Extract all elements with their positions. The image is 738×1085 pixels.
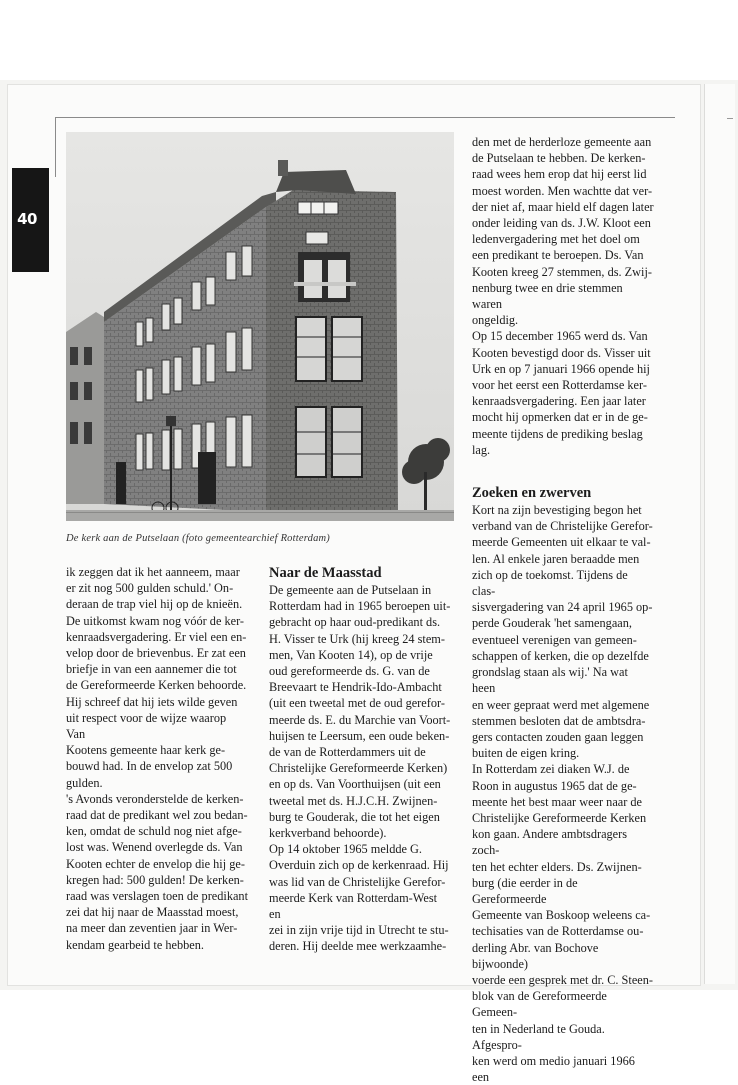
section-heading-zoeken-en-zwerven: Zoeken en zwerven <box>472 485 592 502</box>
church-photo <box>66 132 454 521</box>
text-column-right <box>472 134 654 1085</box>
church-building-photo-icon <box>66 132 454 521</box>
header-rule-vertical <box>55 117 56 177</box>
column-right-body-top: den met de herderloze gemeente aan de Putselaan te hebben. De kerken- raad wees hem erop dat hij eerst lid moest worden. Men wachtte dat ver- der niet af, maar hield elf dagen later onder leiding van ds. J.W. Kloot een ledenvergadering met het doel om een predikant te beroepen. Ds. Van Kooten kreeg 27 stemmen, ds. Zwij- nenburg twee en drie stemmen waren ongeldig. Op 15 december 1965 werd ds. Van Kooten bevestigd door ds. Visser uit Urk en op 7 januari 1966 opende hij voor het eerst een Rotterdamse ker- kenraadsvergadering. Een jaar later mocht hij opmerken dat er in de ge- meente tijdens de prediking beslag lag. <box>472 135 654 457</box>
text-column-left <box>66 564 248 953</box>
photo-caption: De kerk aan de Putselaan (foto gemeentearchief Rotterdam) <box>66 533 330 544</box>
page-number: 40 <box>17 210 37 228</box>
column-right-body-bottom: Kort na zijn bevestiging begon het verband van de Christelijke Gerefor- meerde Gemeenten uit elkaar te val- len. Al enkele jaren beraadde men zich op de toekomst. Tijdens de clas- sisvergadering van 24 april 1965 op- perde Gouderak 'het samengaan, eventueel verenigen van gemeen- schappen of kerken, die op dezelfde grondslag staan als wij.' Na wat heen en weer gepraat werd met algemene stemmen besloten dat de ambtsdra- gers contacten zouden gaan leggen buiten de eigen kring. In Rotterdam zei diaken W.J. de Roon in augustus 1965 dat de ge- meente het best maar weer naar de Christelijke Gereformeerde Kerken kon gaan. Andere ambtsdragers zoch- ten het echter elders. Ds. Zwijnen- burg (die eerder in de Gereformeerde Gemeente van Boskoop weleens ca- techisaties van de Rotterdamse ou- derling Abr. van Bochove bijwoonde) voerde een gesprek met dr. C. Steen- blok van de Gereformeerde Gemeen- ten in Nederland te Gouda. Afgespro- ken werd om medio januari 1966 een <box>472 503 653 1085</box>
page-number-tab <box>12 168 49 272</box>
column-left-body: ik zeggen dat ik het aanneem, maar er zit nog 500 gulden schuld.' On- deraan de trap viel hij op de knieën. De uitkomst kwam nog vóór de ker- kenraadsvergadering. Er viel een en- velop door de brievenbus. Er zat een briefje in van een aannemer die tot de Gereformeerde Kerken behoorde. Hij schreef dat hij iets wilde geven uit respect voor de wijze waarop Van Kootens gemeente haar kerk ge- bouwd had. In de envelop zat 500 gulden. 's Avonds veronderstelde de kerken- raad dat de predikant wel zou bedan- ken, omdat de schuld nog niet afge- lost was. Wenend overlegde ds. Van Kooten echter de envelop die hij ge- kregen had: 500 gulden! De kerken- raad was verslagen toen de predikant zei dat hij naar de Maasstad moest, na meer dan zeventien jaar in Wer- kendam gearbeid te hebben. <box>66 565 248 952</box>
adjacent-page-edge <box>704 84 735 984</box>
text-column-middle <box>269 564 451 955</box>
section-heading-naar-de-maasstad: Naar de Maasstad <box>269 565 382 581</box>
column-middle-body: De gemeente aan de Putselaan in Rotterdam had in 1965 beroepen uit- gebracht op haar oud-predikant ds. H. Visser te Urk (hij kreeg 24 stem- men, Van Kooten 14), op de vrije oud gereformeerde ds. G. van de Breevaart te Hendrik-Ido-Ambacht (uit een tweetal met de oud gerefor- meerde ds. E. du Marchie van Voort- huijsen te Leersum, een oude beken- de van de Rotterdammers uit de Christelijke Gereformeerde Kerken) en op ds. Van Voorthuijsen (uit een tweetal met ds. H.J.C.H. Zwijnen- burg te Gouderak, die tot het eigen kerkverband behoorde). Op 14 oktober 1965 meldde G. Overduin zich op de kerkenraad. Hij was lid van de Christelijke Gerefor- meerde Kerk van Rotterdam-West en zei in zijn vrije tijd in Utrecht te stu- deren. Hij deelde mee werkzaamhe- <box>269 583 451 954</box>
header-rule <box>55 117 675 118</box>
